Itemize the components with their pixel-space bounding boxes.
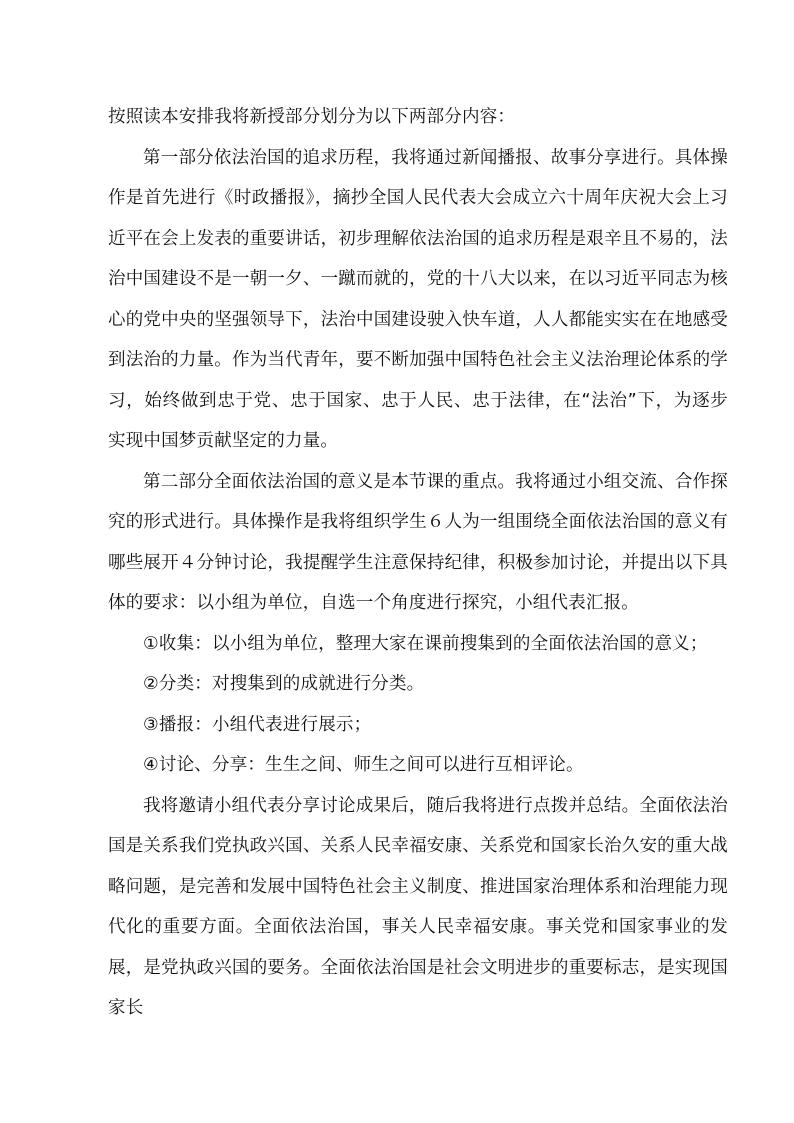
intro-paragraph: 按照读本安排我将新授部分划分为以下两部分内容： xyxy=(108,107,516,127)
document-body xyxy=(108,97,728,1029)
closing-paragraph: 我将邀请小组代表分享讨论成果后，随后我将进行点拨并总结。全面依法治国是关系我们党执政兴国、关系人民幸福安康、关系党和国家长治久安的重大战略问题，是完善和发展中国特色社会主义制度、推进国家治理体系和治理能力现代化的重要方面。全面依法治国，事关人民幸福安康。事关党和国家事业的发展，是党执政兴国的要务。全面依法治国是社会文明进步的重要标志，是实现国家长 xyxy=(108,795,728,1018)
step-discuss: ④讨论、分享：生生之间、师生之间可以进行互相评论。 xyxy=(143,755,584,775)
step-classify: ②分类：对搜集到的成就进行分类。 xyxy=(143,674,425,694)
step-collect: ①收集：以小组为单位，整理大家在课前搜集到的全面依法治国的意义； xyxy=(143,633,708,654)
part-two-paragraph: 第二部分全面依法治国的意义是本节课的重点。我将通过小组交流、合作探究的形式进行。具体操作是我将组织学生６人为一组围绕全面依法治国的意义有哪些展开４分钟讨论，我提醒学生注意保持纪律，积极参加讨论，并提出以下具体的要求：以小组为单位，自选一个角度进行探究，小组代表汇报。 xyxy=(108,471,728,613)
step-broadcast: ③播报：小组代表进行展示； xyxy=(143,714,372,735)
part-one-paragraph: 第一部分依法治国的追求历程，我将通过新闻播报、故事分享进行。具体操作是首先进行《时政播报》，摘抄全国人民代表大会成立六十周年庆祝大会上习近平在会上发表的重要讲话，初步理解依法治国的追求历程是艰辛且不易的，法治中国建设不是一朝一夕、一蹴而就的，党的十八大以来，在以习近平同志为核心的党中央的坚强领导下，法治中国建设驶入快车道，人人都能实实在在地感受到法治的力量。作为当代青年，要不断加强中国特色社会主义法治理论体系的学习，始终做到忠于党、忠于国家、忠于人民、忠于法律，在“法治”下，为逐步实现中国梦贡献坚定的力量。 xyxy=(108,147,728,451)
